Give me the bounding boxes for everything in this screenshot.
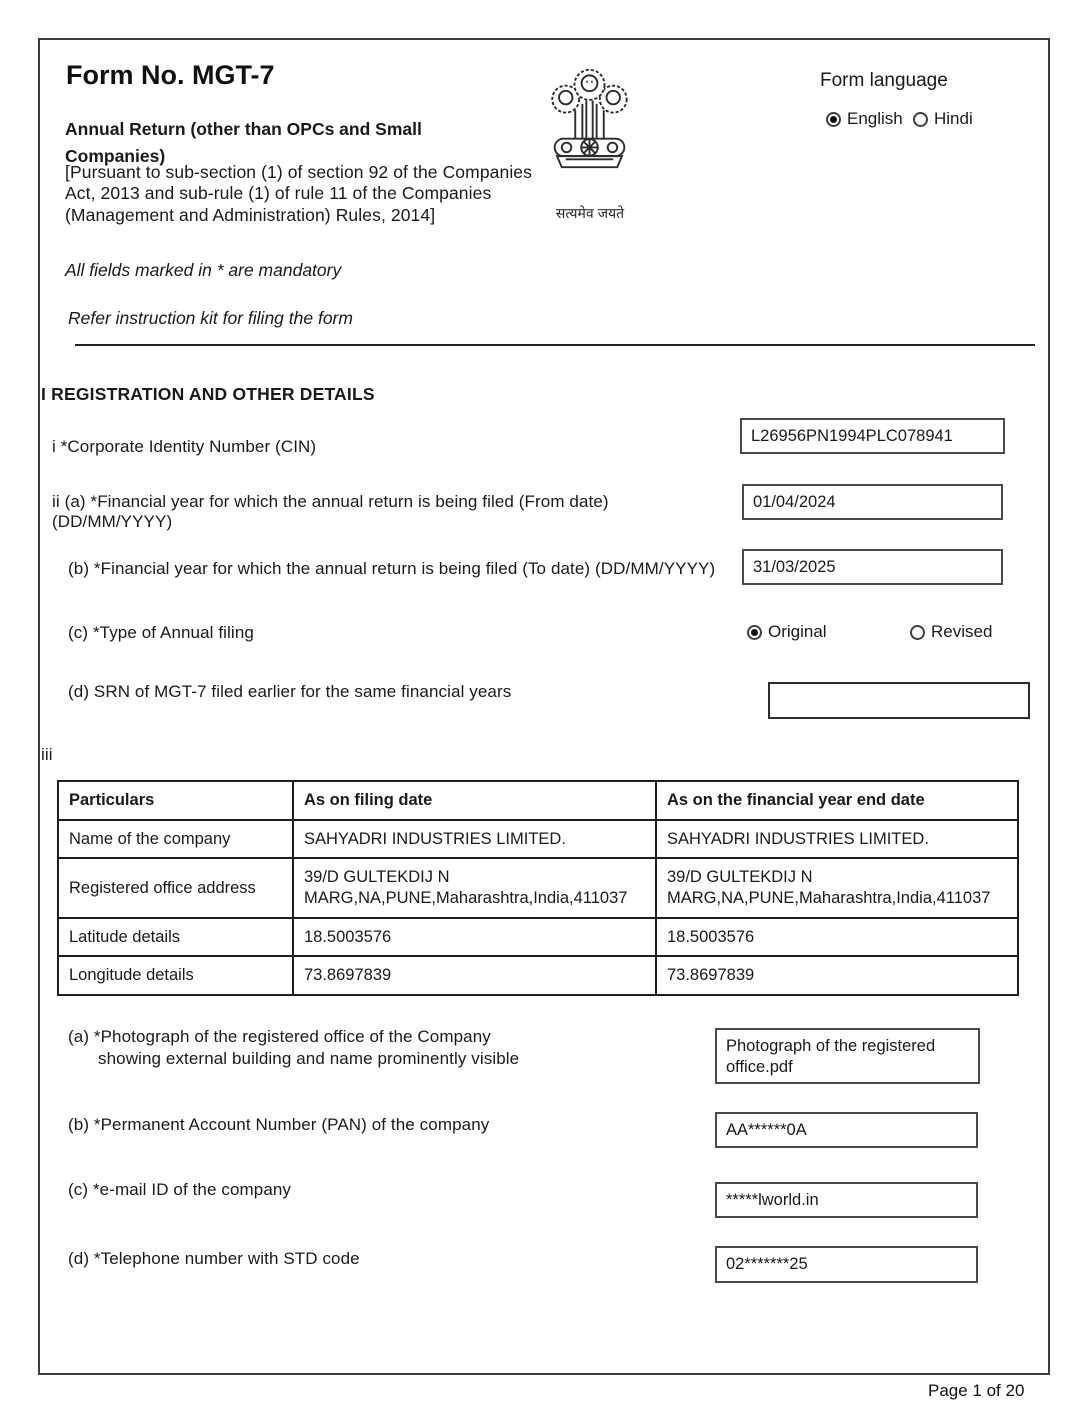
- company-details-table: [57, 780, 1019, 996]
- instruction-note: Refer instruction kit for filing the form: [68, 308, 353, 328]
- cin-label: i *Corporate Identity Number (CIN): [52, 437, 317, 456]
- radio-hindi-icon[interactable]: [913, 112, 928, 127]
- cell-longitude-fyend: 73.8697839: [656, 956, 1018, 995]
- form-language-label: Form language: [820, 70, 948, 91]
- cell-longitude-label: Longitude details: [58, 956, 293, 995]
- section1-title: I REGISTRATION AND OTHER DETAILS: [41, 384, 375, 404]
- cell-latitude-label: Latitude details: [58, 918, 293, 957]
- form-subtitle: Annual Return (other than OPCs and Small Companies): [65, 119, 422, 167]
- language-option-english[interactable]: [826, 109, 903, 129]
- table-header-row: [58, 781, 1018, 820]
- cell-name-label: Name of the company: [58, 820, 293, 859]
- radio-revised-icon[interactable]: [910, 625, 925, 640]
- fy-from-input[interactable]: 01/04/2024: [742, 484, 1003, 520]
- item-iii-label: iii: [41, 745, 53, 764]
- cell-name-fyend: SAHYADRI INDUSTRIES LIMITED.: [656, 820, 1018, 859]
- table-row: [58, 820, 1018, 859]
- srn-label: (d) SRN of MGT-7 filed earlier for the same financial years: [68, 682, 512, 701]
- filing-type-label: (c) *Type of Annual filing: [68, 623, 254, 642]
- header-divider: [75, 344, 1035, 346]
- header-fy-end-date: As on the financial year end date: [656, 781, 1018, 820]
- header-filing-date: As on filing date: [293, 781, 656, 820]
- table-row: [58, 858, 1018, 917]
- srn-input[interactable]: [768, 682, 1030, 719]
- fy-to-input[interactable]: 31/03/2025: [742, 549, 1003, 585]
- radio-english-label: English: [847, 109, 903, 128]
- pan-label: (b) *Permanent Account Number (PAN) of the company: [68, 1115, 490, 1134]
- language-option-hindi[interactable]: [913, 109, 973, 129]
- filing-type-original[interactable]: [747, 622, 827, 642]
- form-title: Form No. MGT-7: [66, 60, 275, 90]
- table-row: [58, 956, 1018, 995]
- mandatory-note: All fields marked in * are mandatory: [65, 260, 342, 280]
- emblem-caption: सत्यमेव जयते: [555, 205, 625, 221]
- pursuant-text: [Pursuant to sub-section (1) of section 92 of the Companies Act, 2013 and sub-rule (1) of rule 11 of the Companies (Management and Administration) Rules, 2014]: [65, 162, 532, 225]
- cell-latitude-fyend: 18.5003576: [656, 918, 1018, 957]
- fy-to-label: (b) *Financial year for which the annual return is being filed (To date) (DD/MM/YYYY): [68, 559, 716, 578]
- photo-label-line2: showing external building and name prominently visible: [98, 1049, 520, 1068]
- email-input[interactable]: *****lworld.in: [715, 1182, 978, 1218]
- phone-input[interactable]: 02*******25: [715, 1246, 978, 1283]
- pan-input[interactable]: AA******0A: [715, 1112, 978, 1148]
- cell-address-label: Registered office address: [58, 858, 293, 917]
- filing-type-revised[interactable]: [910, 622, 992, 642]
- fy-from-label: ii (a) *Financial year for which the annual return is being filed (From date) (DD/MM/YYYY): [52, 492, 609, 531]
- national-emblem-icon: [542, 56, 637, 204]
- radio-original-icon[interactable]: [747, 625, 762, 640]
- radio-original-label: Original: [768, 622, 827, 641]
- header-particulars: Particulars: [58, 781, 293, 820]
- radio-english-icon[interactable]: [826, 112, 841, 127]
- table-row: [58, 918, 1018, 957]
- cin-input[interactable]: L26956PN1994PLC078941: [740, 418, 1005, 454]
- cell-latitude-filing: 18.5003576: [293, 918, 656, 957]
- cell-longitude-filing: 73.8697839: [293, 956, 656, 995]
- cell-address-filing: 39/D GULTEKDIJ N MARG,NA,PUNE,Maharashtra,India,411037: [293, 858, 656, 917]
- photo-label-line1: (a) *Photograph of the registered office of the Company: [68, 1027, 491, 1046]
- radio-hindi-label: Hindi: [934, 109, 973, 128]
- page-indicator: Page 1 of 20: [928, 1381, 1025, 1400]
- cell-name-filing: SAHYADRI INDUSTRIES LIMITED.: [293, 820, 656, 859]
- radio-revised-label: Revised: [931, 622, 993, 641]
- photo-attachment-field[interactable]: Photograph of the registered office.pdf: [715, 1028, 980, 1084]
- cell-address-fyend: 39/D GULTEKDIJ N MARG,NA,PUNE,Maharashtra,India,411037: [656, 858, 1018, 917]
- phone-label: (d) *Telephone number with STD code: [68, 1249, 360, 1268]
- email-label: (c) *e-mail ID of the company: [68, 1180, 292, 1199]
